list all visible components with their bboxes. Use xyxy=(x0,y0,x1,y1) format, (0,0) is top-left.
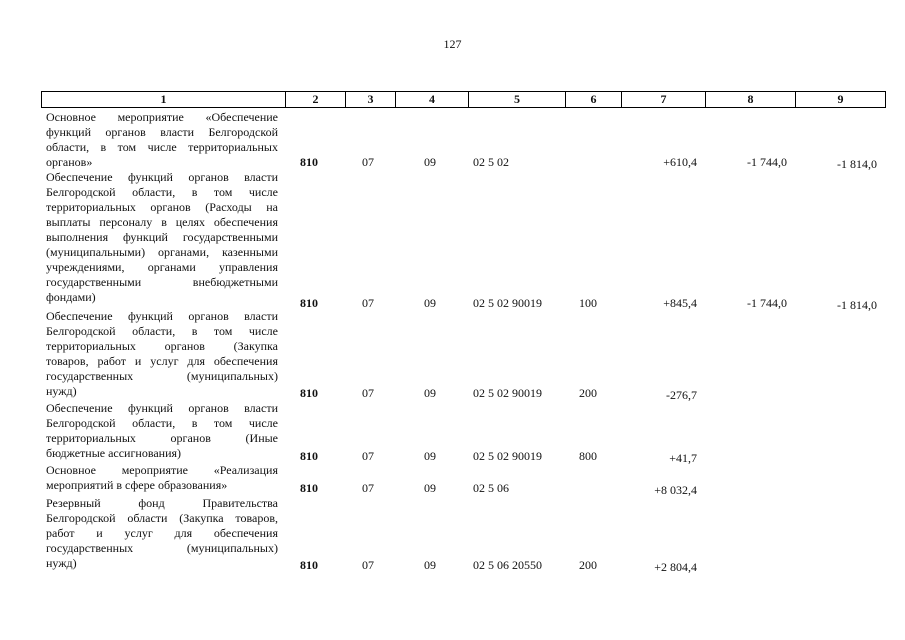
header-col-6: 6 xyxy=(566,92,622,108)
header-col-4: 4 xyxy=(396,92,469,108)
desc-line: Обеспечение функций органов власти xyxy=(46,309,278,323)
cell-c3: 07 xyxy=(362,296,374,310)
row-description xyxy=(46,309,278,399)
desc-line: нужд) xyxy=(46,384,77,398)
cell-c8: -1 744,0 xyxy=(747,296,787,310)
desc-line: нужд) xyxy=(46,556,77,570)
cell-c7: +610,4 xyxy=(663,155,697,169)
cell-c5: 02 5 02 90019 xyxy=(473,449,542,463)
desc-line: Белгородской области, в том числе xyxy=(46,416,278,430)
cell-c3: 07 xyxy=(362,558,374,572)
cell-c2: 810 xyxy=(300,155,318,169)
desc-line: государственных (муниципальных) xyxy=(46,541,278,555)
cell-c8: -1 744,0 xyxy=(747,155,787,169)
cell-c5: 02 5 06 xyxy=(473,481,509,495)
desc-line: органов» xyxy=(46,155,93,169)
desc-line: Основное мероприятие «Обеспечение xyxy=(46,110,278,124)
page-number: 127 xyxy=(443,37,462,51)
desc-line: фондами) xyxy=(46,290,96,304)
desc-line: Обеспечение функций органов власти xyxy=(46,170,278,184)
table-row xyxy=(41,170,885,312)
header-col-8: 8 xyxy=(706,92,796,108)
desc-line: области, в том числе территориальных xyxy=(46,140,278,154)
desc-line: территориальных органов (Иные xyxy=(46,431,278,445)
desc-line: территориальных органов (Закупка xyxy=(46,339,278,353)
cell-c7: +41,7 xyxy=(669,451,697,465)
desc-line: территориальных органов (Расходы на xyxy=(46,200,278,214)
cell-c2: 810 xyxy=(300,449,318,463)
cell-c3: 07 xyxy=(362,481,374,495)
cell-c2: 810 xyxy=(300,481,318,495)
row-description xyxy=(46,401,278,461)
row-description xyxy=(46,170,278,305)
desc-line: Белгородской области (Закупка товаров, xyxy=(46,511,278,525)
cell-c6: 200 xyxy=(579,558,597,572)
cell-c4: 09 xyxy=(424,296,436,310)
desc-line: выполнения функций государственными xyxy=(46,230,278,244)
desc-line: Резервный фонд Правительства xyxy=(46,496,278,510)
cell-c5: 02 5 02 xyxy=(473,155,509,169)
cell-c4: 09 xyxy=(424,449,436,463)
desc-line: мероприятий в сфере образования» xyxy=(46,478,228,492)
table-row xyxy=(41,110,885,170)
cell-c7: -276,7 xyxy=(666,388,697,402)
row-description xyxy=(46,110,278,170)
cell-c3: 07 xyxy=(362,449,374,463)
table-header xyxy=(41,91,886,108)
header-col-3: 3 xyxy=(346,92,396,108)
cell-c7: +845,4 xyxy=(663,296,697,310)
desc-line: функций органов власти Белгородской xyxy=(46,125,278,139)
cell-c3: 07 xyxy=(362,386,374,400)
desc-line: Обеспечение функций органов власти xyxy=(46,401,278,415)
cell-c9: -1 814,0 xyxy=(837,298,877,312)
cell-c6: 200 xyxy=(579,386,597,400)
cell-c4: 09 xyxy=(424,481,436,495)
cell-c2: 810 xyxy=(300,558,318,572)
desc-line: товаров, работ и услуг для обеспечения xyxy=(46,354,278,368)
desc-line: учреждениями, органами управления xyxy=(46,260,278,274)
cell-c6: 800 xyxy=(579,449,597,463)
cell-c3: 07 xyxy=(362,155,374,169)
cell-c2: 810 xyxy=(300,386,318,400)
header-col-9: 9 xyxy=(796,92,886,108)
row-description xyxy=(46,496,278,571)
cell-c4: 09 xyxy=(424,155,436,169)
desc-line: государственных (муниципальных) xyxy=(46,369,278,383)
header-col-7: 7 xyxy=(622,92,706,108)
desc-line: Основное мероприятие «Реализация xyxy=(46,463,278,477)
desc-line: выплаты персоналу в целях обеспечения xyxy=(46,215,278,229)
desc-line: бюджетные ассигнования) xyxy=(46,446,182,460)
header-col-2: 2 xyxy=(286,92,346,108)
table-row xyxy=(41,401,885,465)
cell-c9: -1 814,0 xyxy=(837,157,877,171)
desc-line: работ и услуг для обеспечения xyxy=(46,526,278,540)
header-col-1: 1 xyxy=(42,92,286,108)
desc-line: Белгородской области, в том числе xyxy=(46,185,278,199)
cell-c5: 02 5 02 90019 xyxy=(473,386,542,400)
table-row xyxy=(41,496,885,574)
table-row xyxy=(41,309,885,402)
header-col-5: 5 xyxy=(469,92,566,108)
desc-line: государственными внебюджетными xyxy=(46,275,278,289)
row-description xyxy=(46,463,278,493)
cell-c7: +2 804,4 xyxy=(654,560,697,574)
desc-line: (муниципальными) органами, казенными xyxy=(46,245,278,259)
cell-c4: 09 xyxy=(424,386,436,400)
cell-c2: 810 xyxy=(300,296,318,310)
cell-c6: 100 xyxy=(579,296,597,310)
desc-line: Белгородской области, в том числе xyxy=(46,324,278,338)
cell-c5: 02 5 06 20550 xyxy=(473,558,542,572)
table-row xyxy=(41,463,885,495)
cell-c5: 02 5 02 90019 xyxy=(473,296,542,310)
cell-c4: 09 xyxy=(424,558,436,572)
cell-c7: +8 032,4 xyxy=(654,483,697,497)
